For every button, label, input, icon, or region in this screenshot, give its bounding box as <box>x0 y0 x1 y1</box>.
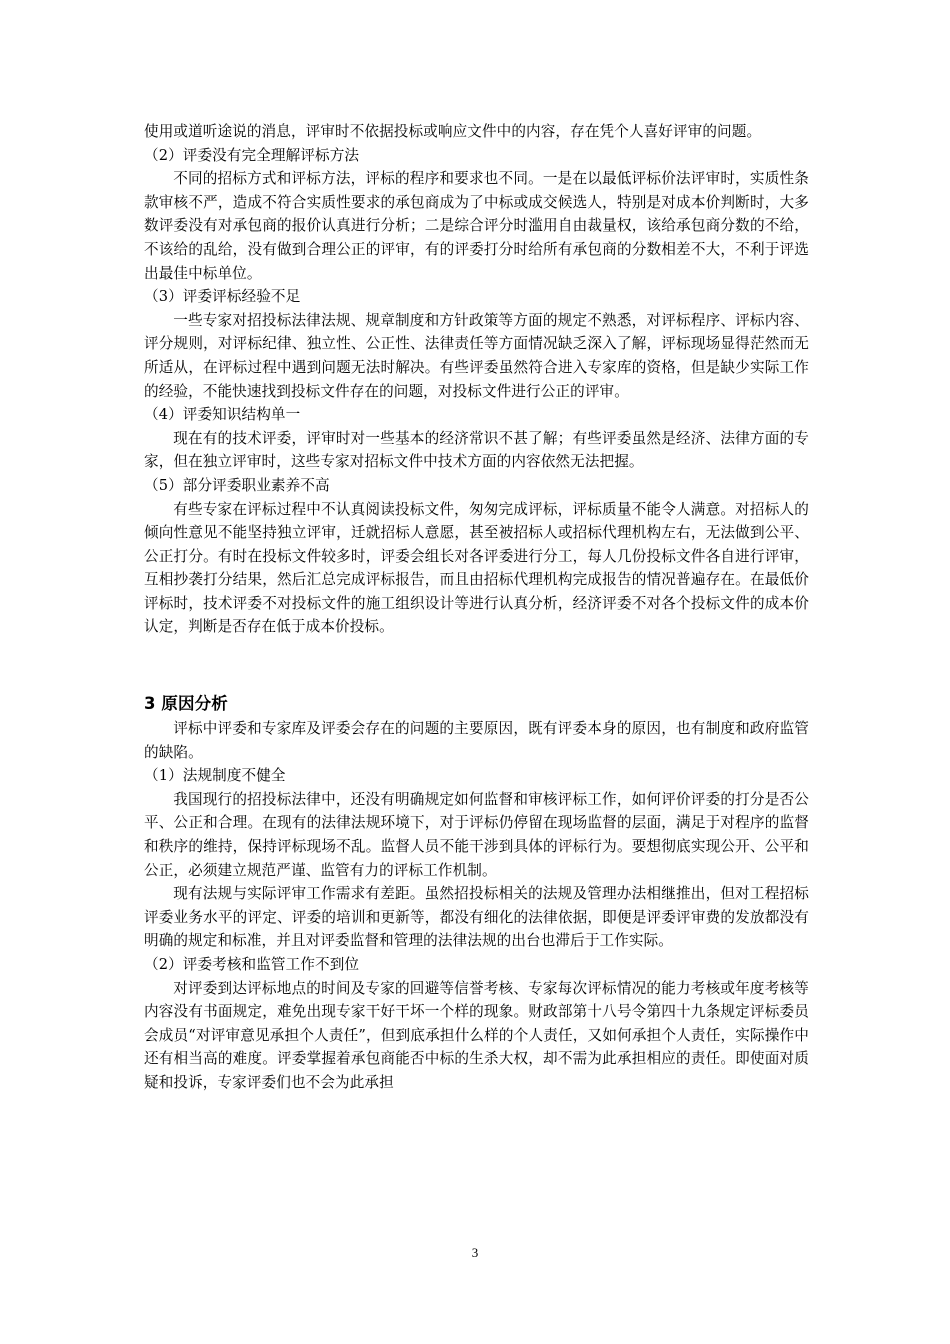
section-heading: 3 原因分析 <box>144 694 228 714</box>
page-number: 3 <box>471 1245 479 1260</box>
subheading: （5）部分评委职业素养不高 <box>144 476 330 494</box>
paragraph: 评标中评委和专家库及评委会存在的问题的主要原因，既有评委本身的原因，也有制度和政府监管的缺陷。 <box>144 720 809 761</box>
paragraph: 使用或道听途说的消息，评审时不依据投标或响应文件中的内容，存在凭个人喜好评审的问题。 <box>144 123 762 140</box>
subheading: （4）评委知识结构单一 <box>144 406 301 424</box>
subheading: （2）评委考核和监管工作不到位 <box>144 956 360 973</box>
subheading: （3）评委评标经验不足 <box>144 288 301 306</box>
paragraph: 一些专家对招投标法律法规、规章制度和方针政策等方面的规定不熟悉，对评标程序、评标内容、评分规则，对评标纪律、独立性、公正性、法律责任等方面情况缺乏深入了解，评标现场显得茫然而无所适从，在评标过程中遇到问题无法时解决。有些评委虽然符合进入专家库的资格，但是缺少实际工作的经验，不能快速找到投标文件存在的问题，对投标文件进行公正的评审。 <box>144 311 809 400</box>
subheading: （1）法规制度不健全 <box>144 767 286 785</box>
paragraph: 对评委到达评标地点的时间及专家的回避等信誉考核、专家每次评标情况的能力考核或年度考核等内容没有书面规定，难免出现专家干好干坏一个样的现象。财政部第十八号令第四十九条规定评标委员会成员“对评审意见承担个人责任”，但到底承担什么样的个人责任，又如何承担个人责任，实际操作中还有相当高的难度。评委掌握着承包商能否中标的生杀大权，却不需为此承担相应的责任。即使面对质疑和投诉，专家评委们也不会为此承担 <box>144 979 809 1091</box>
paragraph: 我国现行的招投标法律中，还没有明确规定如何监督和审核评标工作，如何评价评委的打分是否公平、公正和合理。在现有的法律法规环境下，对于评标仍停留在现场监督的层面，满足于对程序的监督和秩序的维持，保持评标现场不乱。监督人员不能干涉到具体的评标行为。要想彻底实现公开、公平和公正，必须建立规范严谨、监管有力的评标工作机制。 <box>144 790 809 879</box>
document-body <box>144 120 809 1095</box>
paragraph: 有些专家在评标过程中不认真阅读投标文件，匆匆完成评标，评标质量不能令人满意。对招标人的倾向性意见不能坚持独立评审，迁就招标人意愿，甚至被招标人或招标代理机构左右，无法做到公平、公正打分。有时在投标文件较多时，评委会组长对各评委进行分工，每人几份投标文件各自进行评审，互相抄袭打分结果，然后汇总完成评标报告，而且由招标代理机构完成报告的情况普遍存在。在最低价评标时，技术评委不对投标文件的施工组织设计等进行认真分析，经济评委不对各个投标文件的成本价认定，判断是否存在低于成本价投标。 <box>144 500 809 636</box>
paragraph: 现有法规与实际评审工作需求有差距。虽然招投标相关的法规及管理办法相继推出，但对工程招标评委业务水平的评定、评委的培训和更新等，都没有细化的法律依据，即便是评委评审费的发放都没有明确的规定和标准，并且对评委监督和管理的法律法规的出台也滞后于工作实际。 <box>144 885 809 950</box>
paragraph: 不同的招标方式和评标方法，评标的程序和要求也不同。一是在以最低评标价法评审时，实质性条款审核不严，造成不符合实质性要求的承包商成为了中标或成交候选人，特别是对成本价判断时，大多数评委没有对承包商的报价认真进行分析；二是综合评分时滥用自由裁量权，该给承包商分数的不给，不该给的乱给，没有做到合理公正的评审，有的评委打分时给所有承包商的分数相差不大，不利于评选出最佳中标单位。 <box>144 170 809 282</box>
subheading: （2）评委没有完全理解评标方法 <box>144 146 360 164</box>
paragraph: 现在有的技术评委，评审时对一些基本的经济常识不甚了解；有些评委虽然是经济、法律方面的专家，但在独立评审时，这些专家对招标文件中技术方面的内容依然无法把握。 <box>144 429 809 471</box>
